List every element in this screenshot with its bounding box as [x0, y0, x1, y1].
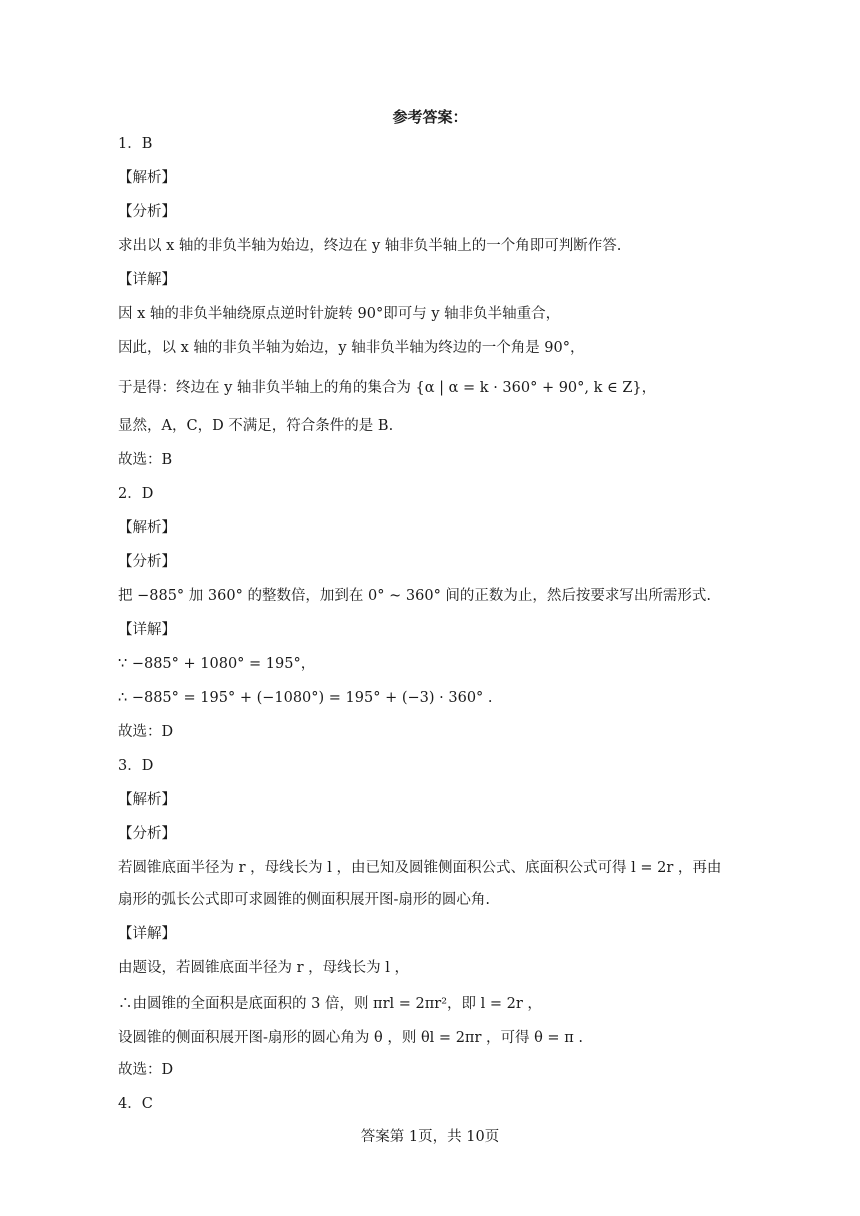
section-xiangjie: 【详解】 — [118, 272, 176, 288]
analysis-text: 求出以 x 轴的非负半轴为始边，终边在 y 轴非负半轴上的一个角即可判断作答. — [118, 238, 622, 254]
section-fenxi: 【分析】 — [118, 204, 176, 220]
answer-choice: 故选：D — [118, 724, 174, 740]
detail-formula: 设圆锥的侧面积展开图-扇形的圆心角为 θ ，则 θl = 2πr ，可得 θ = π . — [118, 1030, 583, 1046]
section-xiangjie: 【详解】 — [118, 926, 176, 942]
detail-text: 因 x 轴的非负半轴绕原点逆时针旋转 90°即可与 y 轴非负半轴重合， — [118, 306, 561, 322]
detail-formula: ∵ −885° + 1080° = 195°， — [118, 656, 316, 672]
answer-4-number: 4．C — [118, 1096, 153, 1112]
analysis-text: 把 −885° 加 360° 的整数倍，加到在 0° ~ 360° 间的正数为止，然后按要求写出所需形式. — [118, 588, 712, 604]
answer-2-number: 2．D — [118, 486, 154, 502]
section-fenxi: 【分析】 — [118, 554, 176, 570]
detail-formula: ∴ −885° = 195° + (−1080°) = 195° + (−3) · 360° . — [118, 690, 493, 706]
analysis-text: 若圆锥底面半径为 r ，母线长为 l ，由已知及圆锥侧面积公式、底面积公式可得 l = 2r ，再由 — [118, 860, 722, 876]
section-jiexi: 【解析】 — [118, 792, 176, 808]
analysis-text: 扇形的弧长公式即可求圆锥的侧面积展开图-扇形的圆心角. — [118, 892, 491, 908]
section-xiangjie: 【详解】 — [118, 622, 176, 638]
section-jiexi: 【解析】 — [118, 520, 176, 536]
detail-text: 显然，A，C，D 不满足，符合条件的是 B. — [118, 418, 394, 434]
page-footer: 答案第 1页，共 10页 — [360, 1129, 500, 1145]
detail-formula: 于是得：终边在 y 轴非负半轴上的角的集合为 {α | α = k · 360° + 90°, k ∈ Z}， — [118, 380, 657, 396]
answer-choice: 故选：D — [118, 1062, 174, 1078]
answer-3-number: 3．D — [118, 758, 154, 774]
detail-text: 由题设，若圆锥底面半径为 r ，母线长为 l ， — [118, 960, 410, 976]
detail-text: 因此，以 x 轴的非负半轴为始边，y 轴非负半轴为终边的一个角是 90°， — [118, 340, 585, 356]
detail-formula: ∴由圆锥的全面积是底面积的 3 倍，则 πrl = 2πr²，即 l = 2r ， — [118, 996, 542, 1012]
section-jiexi: 【解析】 — [118, 170, 176, 186]
page-title: 参考答案： — [392, 108, 468, 126]
section-fenxi: 【分析】 — [118, 826, 176, 842]
answer-1-number: 1．B — [118, 136, 153, 152]
answer-choice: 故选：B — [118, 452, 173, 468]
